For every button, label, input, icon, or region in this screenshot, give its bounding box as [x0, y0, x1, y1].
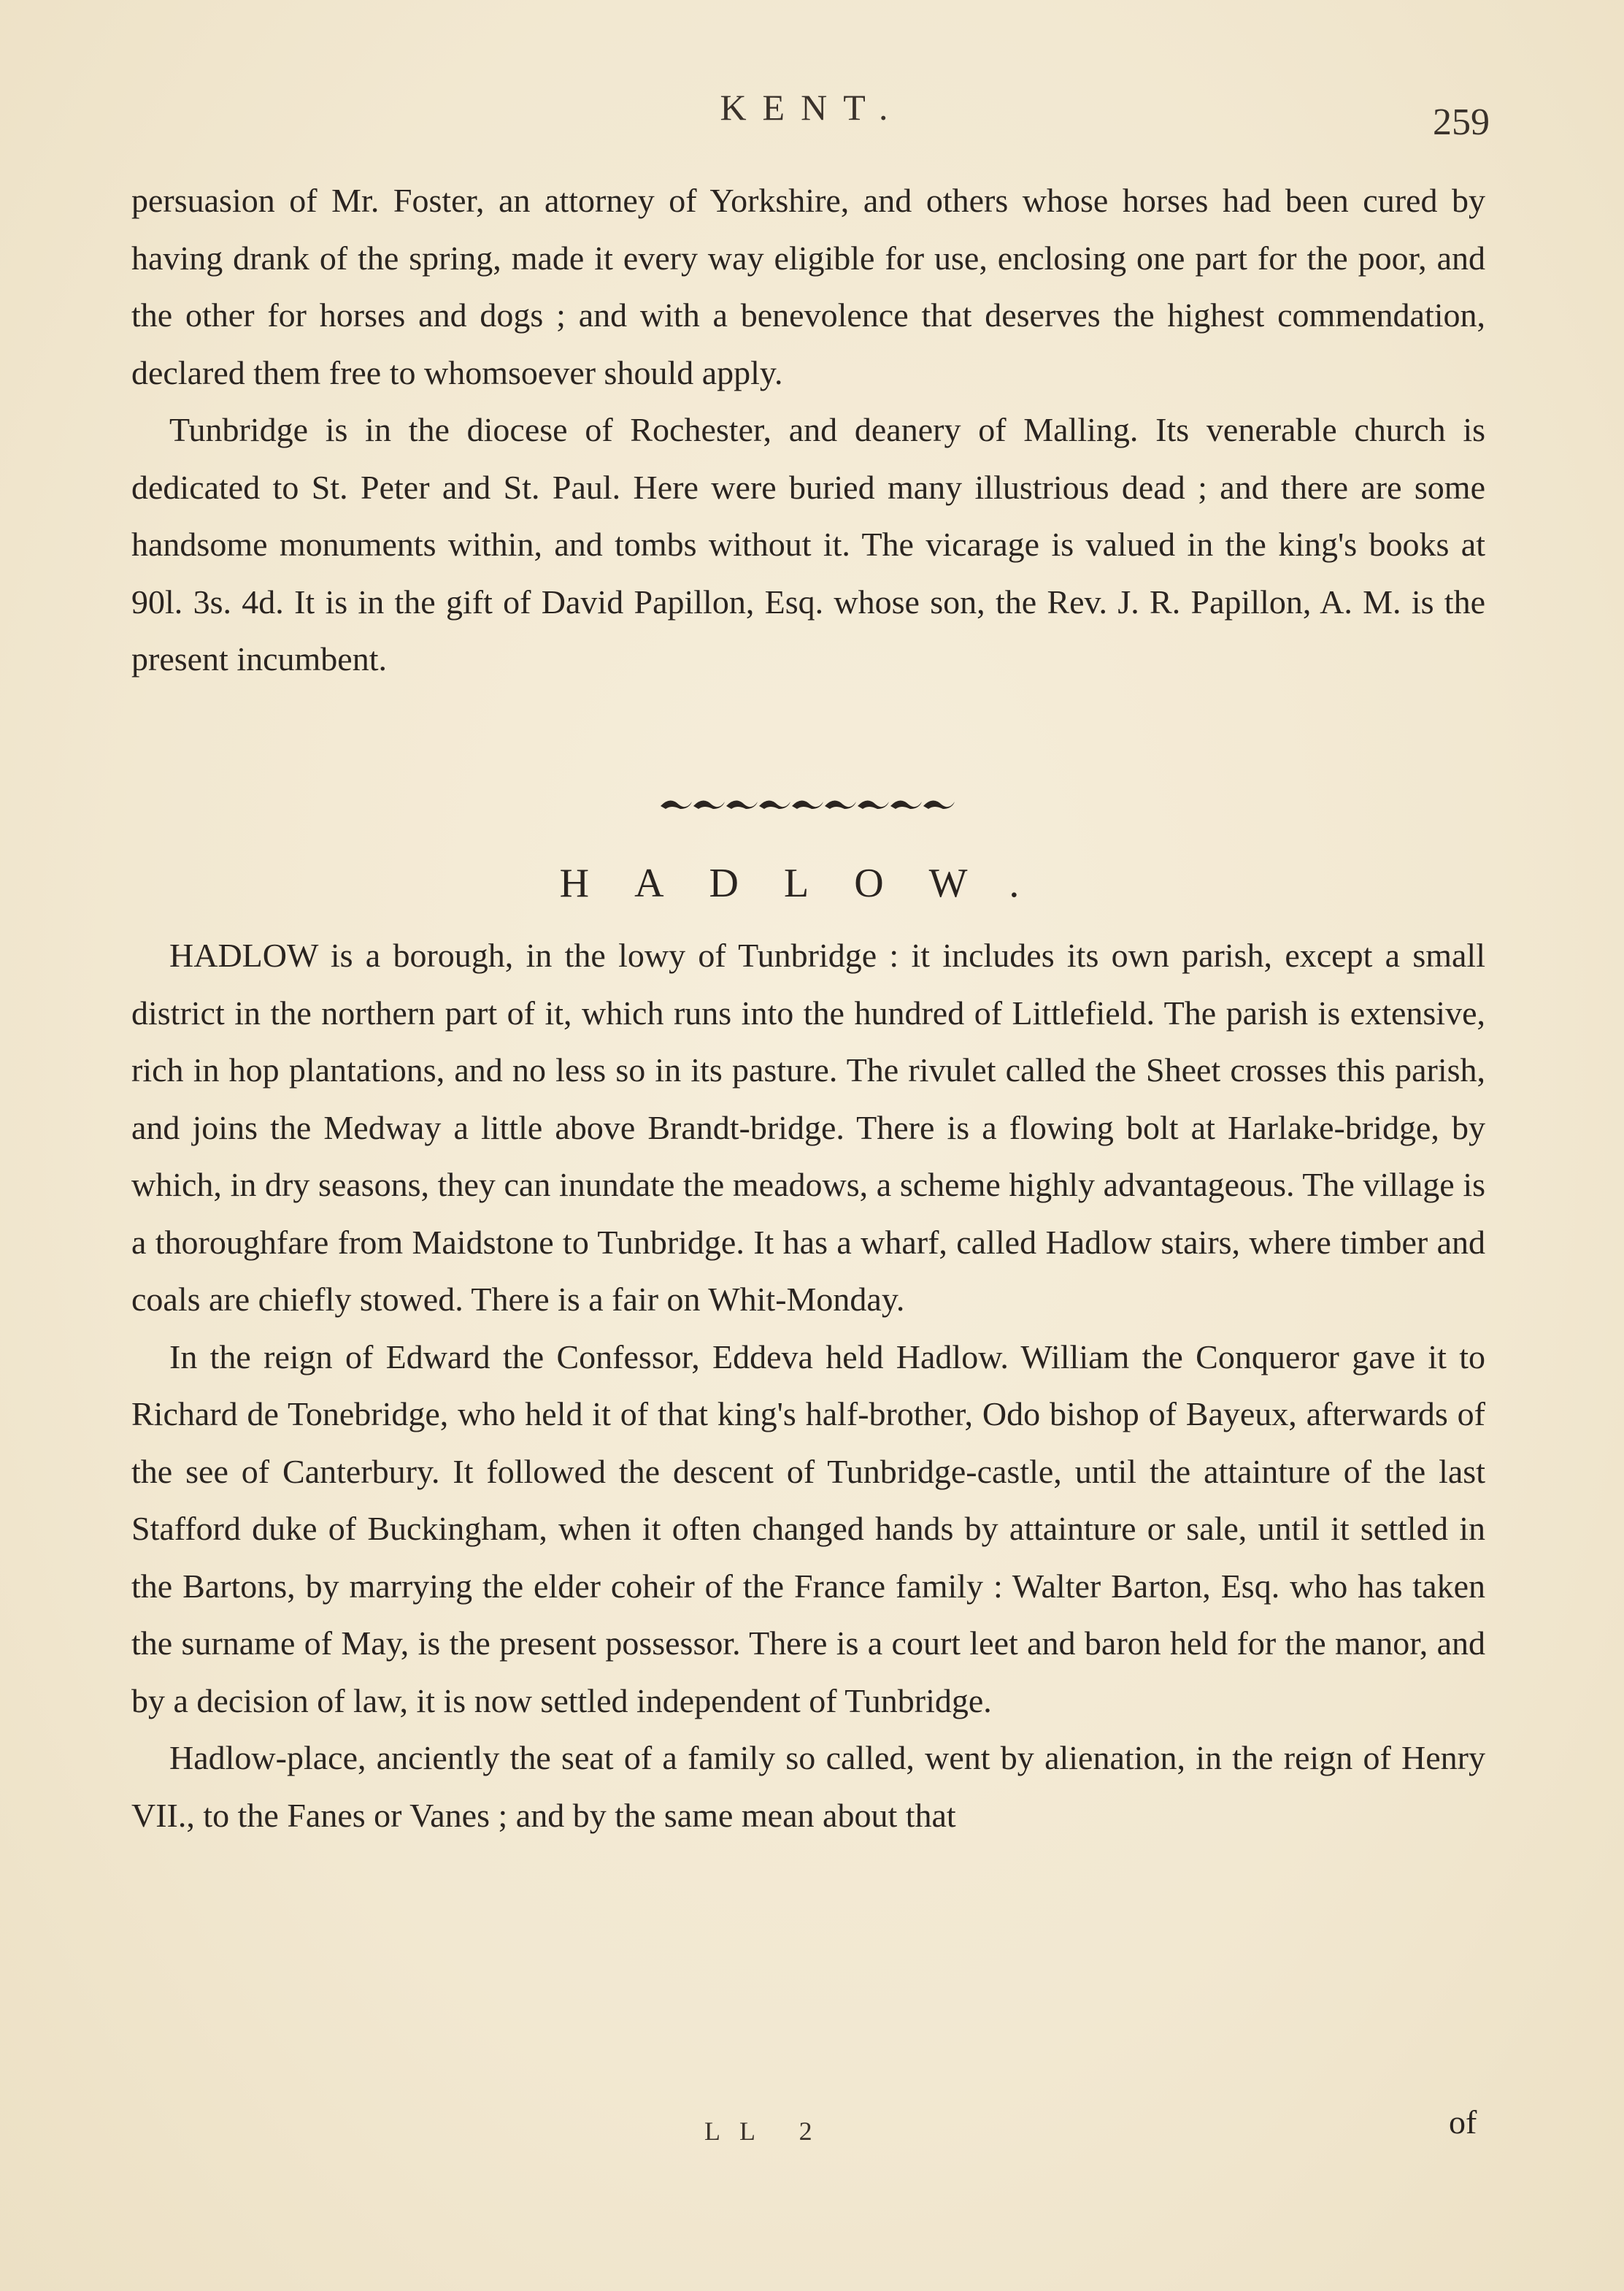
tunbridge-text-block [131, 172, 1485, 688]
section-divider-ornament [657, 788, 963, 818]
signature-mark: LL 2 [704, 2117, 831, 2146]
paragraph-tunbridge-church: Tunbridge is in the diocese of Rochester, and deanery of Malling. Its venerable church is dedicated to St. Peter and St. Paul. Here were buried many illustrious dead ; and there are some handsome monuments within, and tombs without it. The vicarage is valued in the king's books at 90l. 3s. 4d. It is in the gift of David Papillon, Esq. whose son, the Rev. J. R. Papillon, A. M. is the present incumbent. [131, 411, 1485, 678]
running-head: KENT. [720, 87, 904, 128]
paragraph-hadlow-history: In the reign of Edward the Confessor, Eddeva held Hadlow. William the Conqueror gave it to Richard de Tonebridge, who held it of that king's half-brother, Odo bishop of Bayeux, afterwards of the see of Canterbury. It followed the descent of Tunbridge-castle, until the attainture of the last Stafford duke of Buckingham, when it often changed hands by attainture or sale, until it settled in the Bartons, by marrying the elder coheir of the France family : Walter Barton, Esq. who has taken the surname of May, is the present possessor. There is a court leet and baron held for the manor, and by a decision of law, it is now settled independent of Tunbridge. [131, 1338, 1485, 1719]
catchword: of [1449, 2103, 1477, 2141]
page-number: 259 [1433, 101, 1490, 143]
paragraph-hadlow-place: Hadlow-place, anciently the seat of a family so called, went by alienation, in the reign of Henry VII., to the Fanes or Vanes ; and by the same mean about that [131, 1739, 1485, 1834]
hadlow-text-block [131, 927, 1485, 1844]
paragraph-continued: persuasion of Mr. Foster, an attorney of Yorkshire, and others whose horses had been cured by having drank of the spring, made it every way eligible for use, enclosing one part for the poor, and the other for horses and dogs ; and with a benevolence that deserves the highest commendation, declared them free to whomsoever should apply. [131, 182, 1485, 391]
paragraph-hadlow-borough: HADLOW is a borough, in the lowy of Tunbridge : it includes its own parish, except a small district in the northern part of it, which runs into the hundred of Littlefield. The parish is extensive, rich in hop plantations, and no less so in its pasture. The rivulet called the Sheet crosses this parish, and joins the Medway a little above Brandt-bridge. There is a flowing bolt at Harlake-bridge, by which, in dry seasons, they can inundate the meadows, a scheme highly advantageous. The village is a thoroughfare from Maidstone to Tunbridge. It has a wharf, called Hadlow stairs, where timber and coals are chiefly stowed. There is a fair on Whit-Monday. [131, 937, 1485, 1318]
section-title-hadlow: HADLOW. [559, 861, 1065, 906]
